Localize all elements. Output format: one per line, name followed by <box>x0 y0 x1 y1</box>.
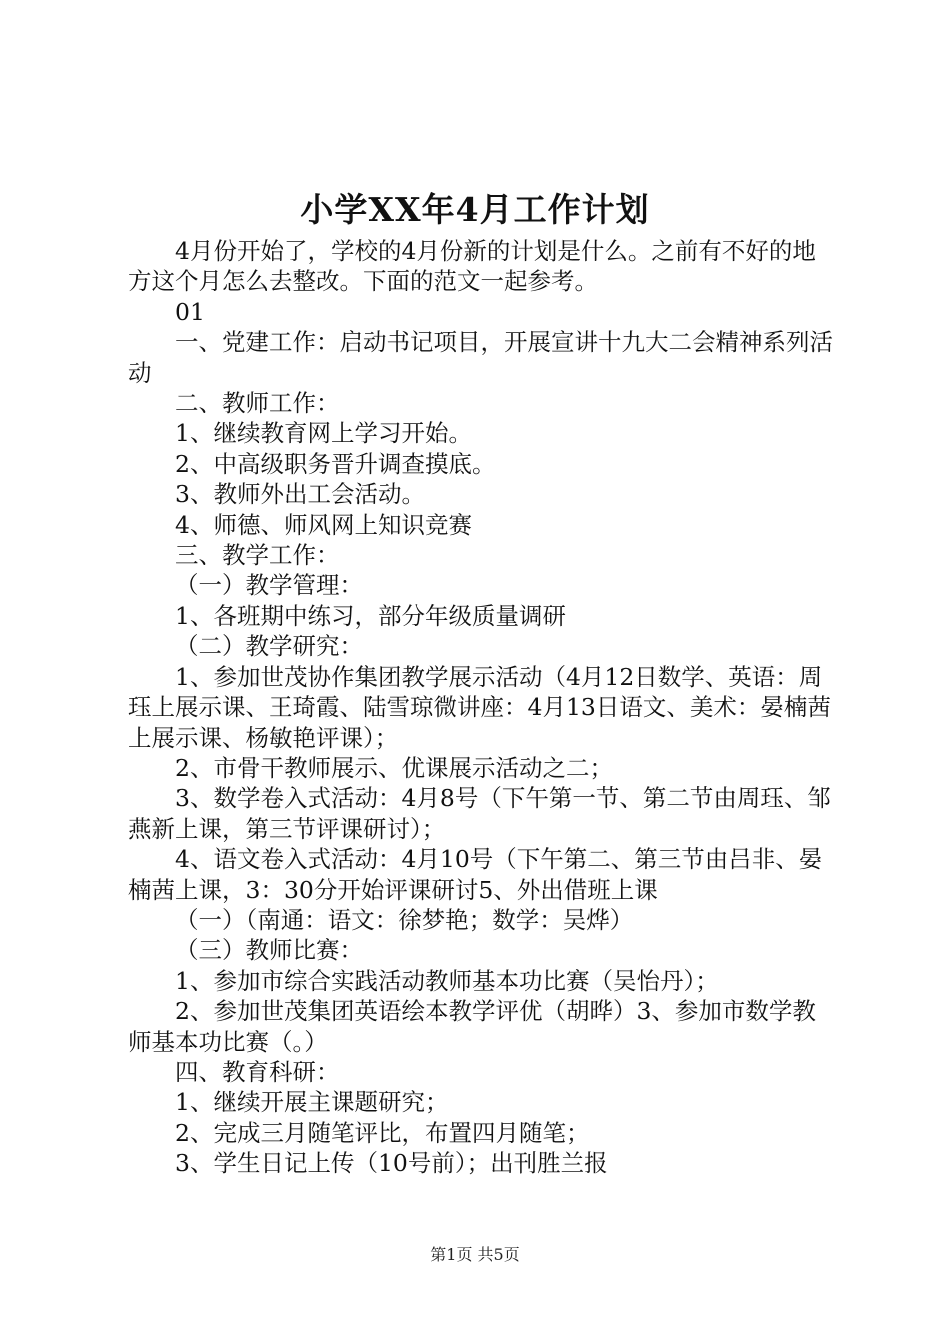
list-item: 1、各班期中练习，部分年级质量调研 <box>175 601 566 630</box>
document-title: 小学XX年4月工作计划 <box>300 190 650 229</box>
list-item: 2、市骨干教师展示、优课展示活动之二； <box>175 753 613 782</box>
list-item: 2、中高级职务晋升调查摸底。 <box>175 449 496 478</box>
subheading-teaching-management: （一）教学管理： <box>175 571 363 600</box>
list-item: 3、数学卷入式活动：4月8号（下午第一节、第二节由周珏、邹燕新上课，第三节评课研讨）； <box>128 784 831 843</box>
subheading-teaching-research: （二）教学研究： <box>175 632 363 661</box>
paragraph-party-building: 一、党建工作：启动书记项目，开展宣讲十九大二会精神系列活动 <box>128 328 833 387</box>
paragraph-intro: 4月份开始了，学校的4月份新的计划是什么。之前有不好的地方这个月怎么去整改。下面的范文一起参考。 <box>128 237 816 296</box>
list-item: 1、继续教育网上学习开始。 <box>175 419 472 448</box>
list-item: （一）（南通：语文：徐梦艳；数学：吴烨） <box>175 905 634 934</box>
list-item: 4、师德、师风网上知识竞赛 <box>175 510 472 539</box>
list-item: 2、完成三月随笔评比，布置四月随笔； <box>175 1118 590 1147</box>
list-item: 1、继续开展主课题研究； <box>175 1088 449 1117</box>
document-body <box>128 236 838 1179</box>
list-item: 3、学生日记上传（10号前）；出刊胜兰报 <box>175 1149 608 1178</box>
heading-teaching-work: 三、教学工作： <box>175 541 340 570</box>
list-item: 4、语文卷入式活动：4月10号（下午第二、第三节由吕非、晏楠茜上课，3：30分开始评课研讨5、外出借班上课 <box>128 845 823 904</box>
list-item: 2、参加世茂集团英语绘本教学评优（胡晔）3、参加市数学教师基本功比赛（。） <box>128 997 816 1056</box>
page-number-footer: 第1页 共5页 <box>430 1245 520 1264</box>
heading-education-research: 四、教育科研： <box>175 1057 340 1086</box>
list-item: 1、参加世茂协作集团教学展示活动（4月12日数学、英语：周珏上展示课、王琦霞、陆雪琼微讲座：4月13日语文、美术：晏楠茜上展示课、杨敏艳评课）； <box>128 662 831 752</box>
heading-teacher-work: 二、教师工作： <box>175 389 340 418</box>
subheading-teacher-competition: （三）教师比赛： <box>175 936 363 965</box>
list-item: 3、教师外出工会活动。 <box>175 480 425 509</box>
list-item: 1、参加市综合实践活动教师基本功比赛（吴怡丹）； <box>175 966 719 995</box>
paragraph-section-number: 01 <box>175 297 205 326</box>
